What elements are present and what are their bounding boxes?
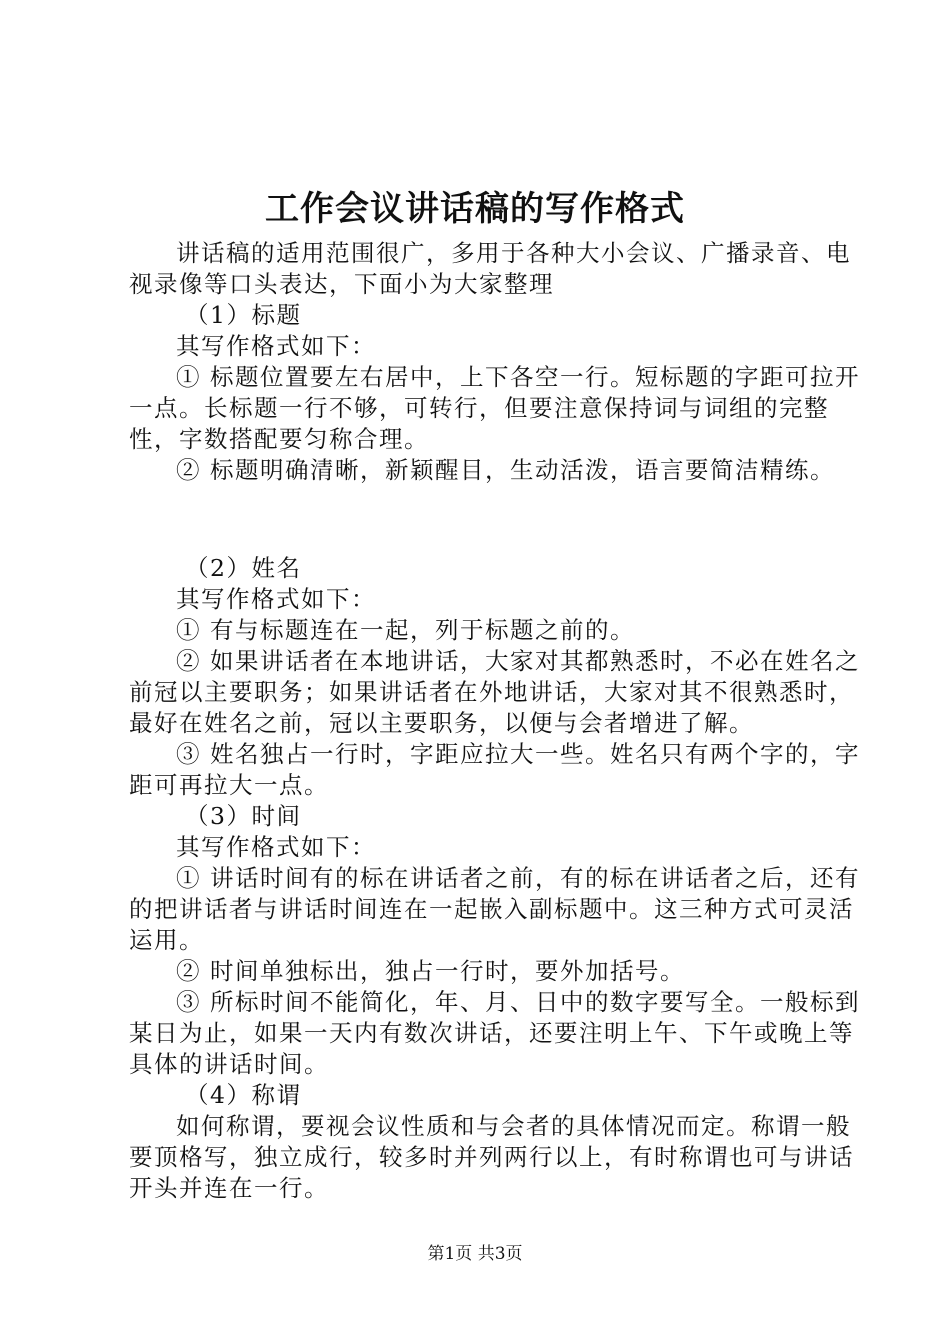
body-paragraph: ② 如果讲话者在本地讲话，大家对其都熟悉时，不必在姓名之前冠以主要职务；如果讲话者在外地讲话，大家对其不很熟悉时，最好在姓名之前，冠以主要职务，以便与会者增进了解。 [129,647,860,737]
body-paragraph: ③ 姓名独占一行时，字距应拉大一些。姓名只有两个字的，字距可再拉大一点。 [129,740,860,799]
body-paragraph: ① 标题位置要左右居中，上下各空一行。短标题的字距可拉开一点。长标题一行不够，可转行，但要注意保持词与词组的完整性，字数搭配要匀称合理。 [129,363,860,453]
document-body [129,238,864,1204]
body-paragraph: ③ 所标时间不能简化，年、月、日中的数字要写全。一般标到某日为止，如果一天内有数次讲话，还要注明上午、下午或晚上等具体的讲话时间。 [129,988,860,1078]
section-heading: （4）称谓 [185,1081,302,1109]
body-paragraph: 其写作格式如下： [176,833,376,861]
body-paragraph: ① 讲话时间有的标在讲话者之前，有的标在讲话者之后，还有的把讲话者与讲话时间连在一起嵌入副标题中。这三种方式可灵活运用。 [129,864,860,954]
body-paragraph: 其写作格式如下： [176,332,376,360]
section-heading: （1）标题 [185,301,302,329]
section-heading: （2）姓名 [185,554,302,582]
document-title: 工作会议讲话稿的写作格式 [265,189,685,229]
body-paragraph: 讲话稿的适用范围很广，多用于各种大小会议、广播录音、电视录像等口头表达，下面小为大家整理 [129,239,851,298]
blank-line [129,510,864,530]
body-paragraph: ① 有与标题连在一起，列于标题之前的。 [176,616,635,644]
body-paragraph: ② 时间单独标出，独占一行时，要外加括号。 [176,957,685,985]
body-paragraph: ② 标题明确清晰，新颖醒目，生动活泼，语言要简洁精练。 [176,456,835,484]
body-paragraph: 如何称谓，要视会议性质和与会者的具体情况而定。称谓一般要顶格写，独立成行，较多时并列两行以上，有时称谓也可与讲话开头并连在一行。 [129,1112,854,1202]
page-footer: 第1页 共3页 [427,1244,523,1264]
body-paragraph: 其写作格式如下： [176,585,376,613]
section-heading: （3）时间 [185,802,302,830]
